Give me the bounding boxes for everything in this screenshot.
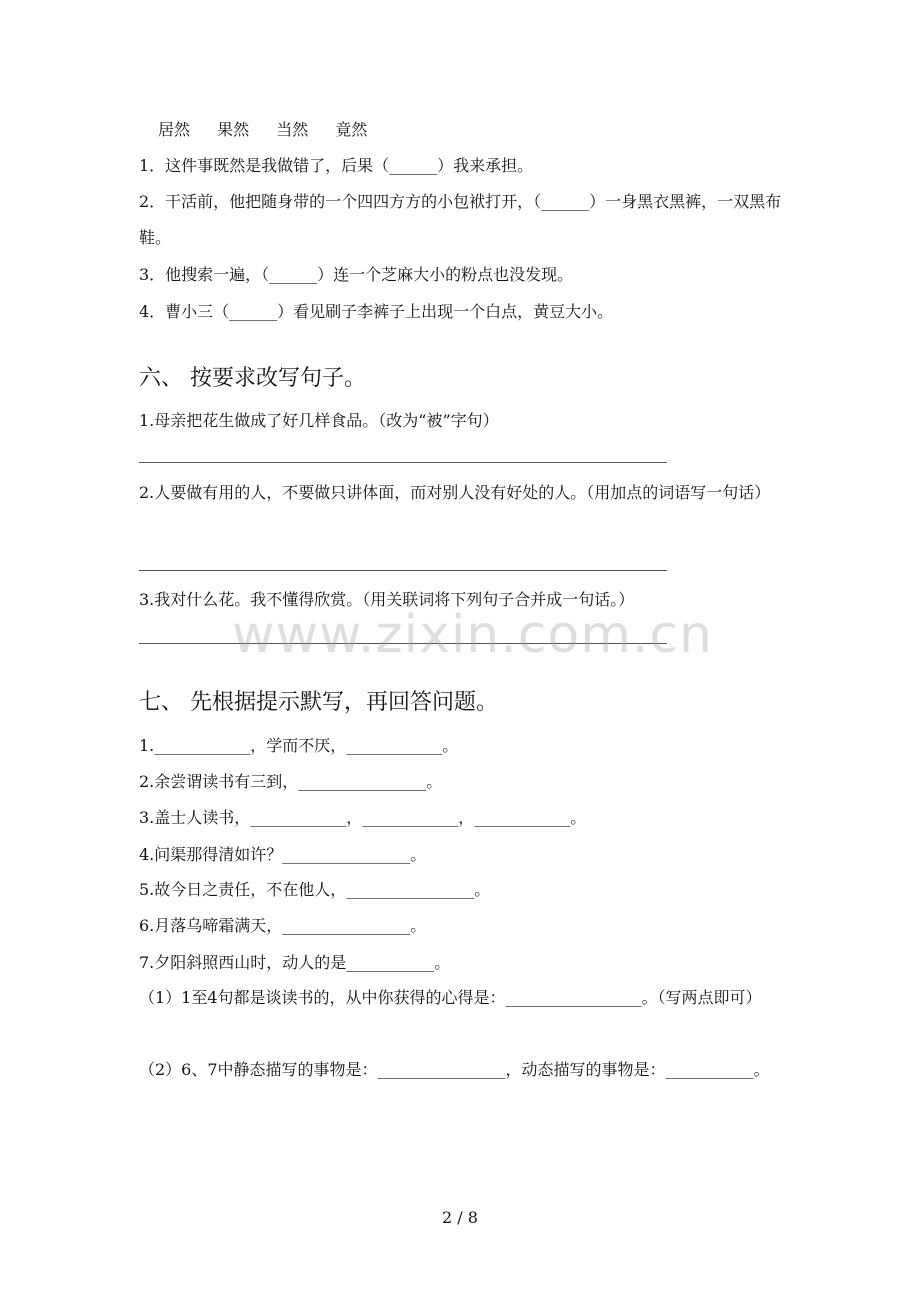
fill-question-2: 2．干活前，他把随身带的一个四四方方的小包袱打开，（______）一身黑衣黑裤，一双黑布鞋。 [139, 192, 782, 247]
sub-question-1: （1）1至4句都是谈读书的，从中你获得的心得是：_________________。（写两点即可） [139, 988, 762, 1007]
fill-question-3: 3．他搜索一遍，（______）连一个芝麻大小的粉点也没发现。 [139, 265, 574, 284]
answer-line [139, 462, 667, 463]
sub-question-2: （2）6、7中静态描写的事物是：________________，动态描写的事物是：___________。 [139, 1060, 770, 1079]
section-six-title: 六、 按要求改写句子。 [139, 366, 366, 391]
recite-item-2: 2.余尝谓读书有三到，________________。 [139, 772, 443, 791]
page-number: 2 / 8 [442, 1208, 478, 1227]
word-option: 竟然 [335, 120, 368, 139]
answer-line [139, 570, 667, 571]
word-option: 当然 [276, 120, 309, 139]
word-option: 居然 [158, 120, 191, 139]
recite-item-5: 5.故今日之责任，不在他人，________________。 [139, 880, 491, 899]
recite-item-4: 4.问渠那得清如许？________________。 [139, 845, 427, 864]
rewrite-question-2: 2.人要做有用的人，不要做只讲体面，而对别人没有好处的人。（用加点的词语写一句话） [139, 483, 771, 502]
watermark: www.zixin.com.cn [232, 605, 713, 665]
section-seven-title: 七、 先根据提示默写，再回答问题。 [139, 690, 498, 715]
rewrite-question-1: 1.母亲把花生做成了好几样食品。（改为“被”字句） [139, 411, 499, 430]
word-bank [158, 120, 808, 140]
word-option: 果然 [217, 120, 250, 139]
recite-item-3: 3.盖士人读书，____________，____________，____________。 [139, 808, 587, 827]
fill-question-1: 1．这件事既然是我做错了，后果（______）我来承担。 [139, 156, 534, 175]
recite-item-6: 6.月落乌啼霜满天，________________。 [139, 916, 427, 935]
recite-item-7: 7.夕阳斜照西山时，动人的是___________。 [139, 953, 451, 972]
recite-item-1: 1.____________，学而不厌，____________。 [139, 736, 459, 755]
rewrite-question-3: 3.我对什么花。我不懂得欣赏。（用关联词将下列句子合并成一句话。） [139, 590, 635, 609]
fill-question-4: 4．曹小三（______）看见刷子李裤子上出现一个白点，黄豆大小。 [139, 302, 614, 321]
